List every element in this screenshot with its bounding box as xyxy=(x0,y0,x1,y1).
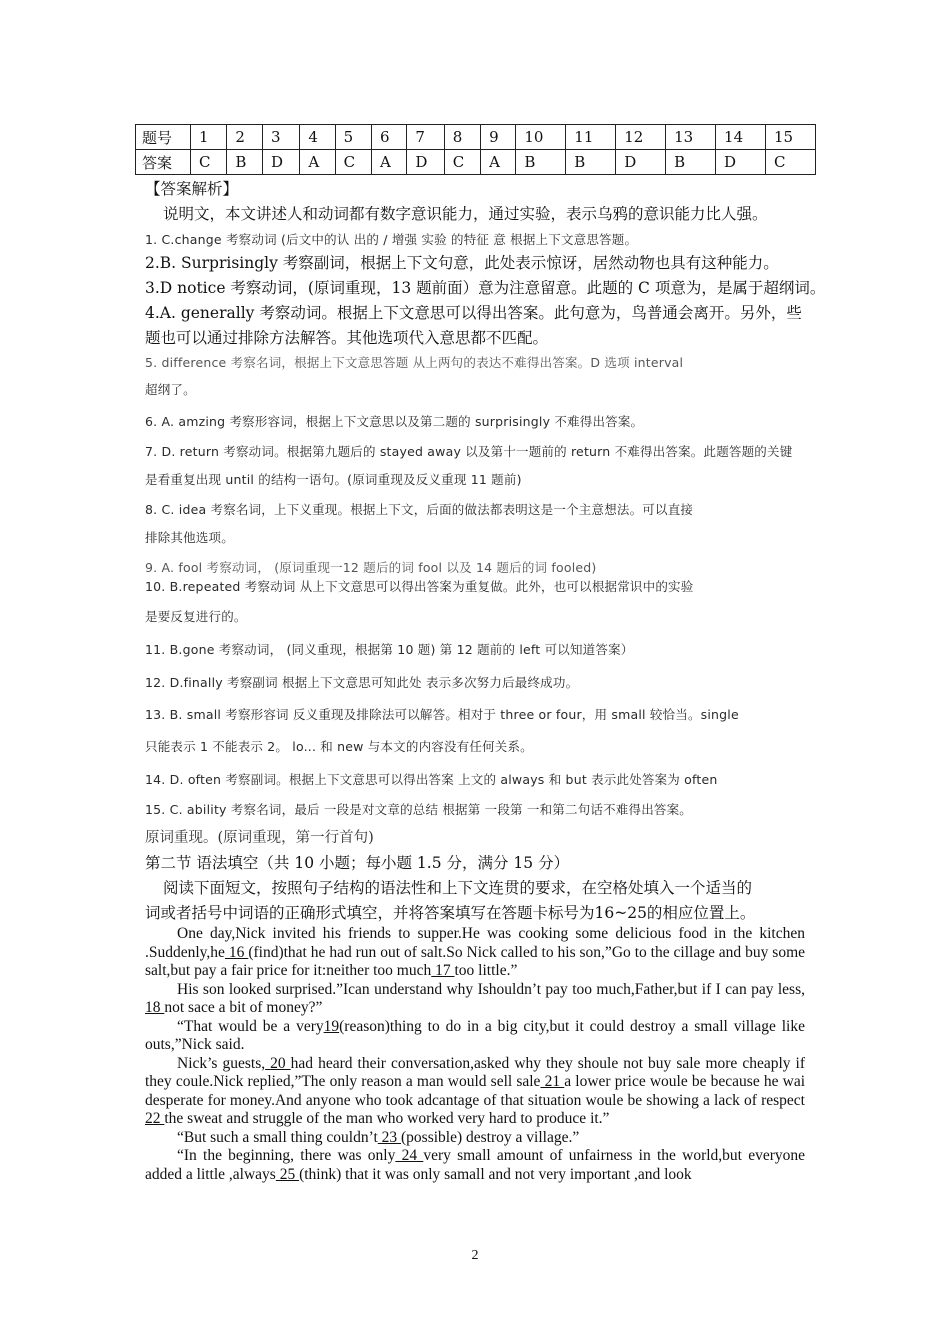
answer-table xyxy=(135,124,816,175)
blank-20: 20 xyxy=(265,1054,291,1072)
table-cell-answer: D xyxy=(407,150,444,175)
passage-text: too little.” xyxy=(454,962,518,979)
passage-text: not sace a bit of money?” xyxy=(164,999,323,1016)
table-cell-answer: B xyxy=(227,150,263,175)
table-cell-number: 9 xyxy=(481,125,516,150)
table-cell-number: 11 xyxy=(566,125,616,150)
table-cell-answer: C xyxy=(765,150,815,175)
analysis-item-7-cont: 是看重复出现 until 的结构一语句。(原词重现及反义重现 11 题前) xyxy=(145,472,522,487)
blank-21: 21 xyxy=(540,1073,565,1090)
table-cell-answer: A xyxy=(300,150,335,175)
analysis-item-3: 3.D notice 考察动词，(原词重现，13 题前面）意为注意留意。此题的 C 项意为，是属于超纲词。 xyxy=(145,279,826,297)
blank-24: 24 xyxy=(395,1147,424,1164)
analysis-item-2: 2.B. Surprisingly 考察副词，根据上下文句意，此处表示惊讶，居然动物也具有这种能力。 xyxy=(145,254,779,272)
table-cell-answer: B xyxy=(566,150,616,175)
table-cell-number: 14 xyxy=(716,125,766,150)
section-instruction-1: 阅读下面短文，按照句子结构的语法性和上下文连贯的要求，在空格处填入一个适当的 xyxy=(163,879,753,897)
analysis-item-4: 4.A. generally 考察动词。根据上下文意思可以得出答案。此句意为，鸟普通会离开。另外，些 xyxy=(145,304,802,322)
analysis-item-4-cont: 题也可以通过排除方法解答。其他选项代入意思都不匹配。 xyxy=(145,329,549,347)
passage-paragraph-2 xyxy=(145,981,805,1018)
passage-text: very small amount of unfairness in the world,but everyone added a little ,always xyxy=(145,1147,806,1183)
passage-paragraph-6 xyxy=(145,1147,805,1184)
blank-16: 16 xyxy=(224,943,249,961)
analysis-item-15: 15. C. ability 考察名词，最后 一段是对文章的总结 根据第 一段第 一和第二句话不难得出答案。 xyxy=(145,802,693,817)
analysis-item-5-cont: 超纲了。 xyxy=(145,382,196,397)
table-cell-answer: D xyxy=(716,150,766,175)
blank-25: 25 xyxy=(275,1165,300,1183)
table-cell-answer: D xyxy=(616,150,666,175)
passage xyxy=(145,925,805,1184)
analysis-item-8: 8. C. idea 考察名词，上下义重现。根据上下文，后面的做法都表明这是一个主意想法。可以直接 xyxy=(145,502,694,517)
table-cell-answer: B xyxy=(666,150,716,175)
blank-19: 19 xyxy=(323,1017,340,1035)
passage-text: “But such a small thing couldn’t xyxy=(177,1128,378,1146)
table-row-numbers xyxy=(136,125,816,150)
section-instruction-2: 词或者括号中词语的正确形式填空，并将答案填写在答题卡标号为16~25的相应位置上。 xyxy=(145,904,756,922)
table-cell-answer: C xyxy=(335,150,371,175)
table-cell-number: 10 xyxy=(516,125,566,150)
table-cell-number: 15 xyxy=(765,125,815,150)
analysis-item-10-cont: 是要反复进行的。 xyxy=(145,609,247,624)
passage-text: “In the beginning, there was only xyxy=(177,1147,396,1164)
passage-text: One day,Nick invited his friends to supper.He was cooking some delicious food in the kitchen .Suddenly,he xyxy=(145,925,805,961)
table-cell-answer: D xyxy=(263,150,300,175)
analysis-item-7: 7. D. return 考察动词。根据第九题后的 stayed away 以及第十一题前的 return 不难得出答案。此题答题的关键 xyxy=(145,444,793,459)
passage-text: “That would be a very xyxy=(177,1017,324,1035)
analysis-item-8-cont: 排除其他选项。 xyxy=(145,530,234,545)
analysis-item-5: 5. difference 考察名词，根据上下文意思答题 从上两句的表达不难得出答案。D 选项 interval xyxy=(145,355,684,370)
table-cell-number: 3 xyxy=(263,125,300,150)
passage-text: (possible) destroy a village.” xyxy=(401,1128,580,1146)
analysis-heading: 【答案解析】 xyxy=(145,180,239,198)
table-cell-answer: A xyxy=(481,150,516,175)
analysis-item-11: 11. B.gone 考察动词， (同义重现，根据第 10 题) 第 12 题前的 left 可以知道答案） xyxy=(145,642,634,657)
analysis-tail: 原词重现。(原词重现，第一行首句) xyxy=(145,830,374,846)
analysis-item-13: 13. B. small 考察形容词 反义重现及排除法可以解答。相对于 three or four，用 small 较恰当。single xyxy=(145,707,739,722)
passage-text: (reason)thing to do in a big city,but it could destroy a small village like outs,”Nick said. xyxy=(145,1017,805,1053)
table-cell-number: 6 xyxy=(372,125,407,150)
table-cell-number: 13 xyxy=(666,125,716,150)
analysis-intro: 说明文，本文讲述人和动词都有数字意识能力，通过实验，表示乌鸦的意识能力比人强。 xyxy=(163,205,768,223)
table-row-answers xyxy=(136,150,816,175)
table-header-label: 题号 xyxy=(136,125,191,150)
passage-text: had heard their conversation,asked why they shoule not buy sale more cheaply if they coule.Nick replied,”The only reason a man would sell sale xyxy=(145,1054,806,1090)
analysis-item-9: 9. A. fool 考察动词， (原词重现一12 题后的词 fool 以及 14 题后的词 fooled) xyxy=(145,560,597,575)
table-cell-number: 8 xyxy=(444,125,480,150)
table-cell-number: 7 xyxy=(407,125,444,150)
passage-paragraph-1 xyxy=(145,925,805,981)
table-cell-answer: C xyxy=(444,150,480,175)
table-cell-number: 2 xyxy=(227,125,263,150)
analysis-item-6: 6. A. amzing 考察形容词，根据上下文意思以及第二题的 surprisingly 不难得出答案。 xyxy=(145,414,644,429)
table-cell-answer: A xyxy=(372,150,407,175)
passage-text: (think) that it was only samall and not very important ,and look xyxy=(299,1165,692,1183)
passage-paragraph-5 xyxy=(145,1129,805,1148)
passage-paragraph-4 xyxy=(145,1055,805,1129)
table-cell-answer: C xyxy=(191,150,227,175)
table-cell-number: 12 xyxy=(616,125,666,150)
table-cell-number: 4 xyxy=(300,125,335,150)
blank-22: 22 xyxy=(145,1110,165,1127)
analysis-item-14: 14. D. often 考察副词。根据上下文意思可以得出答案 上文的 always 和 but 表示此处答案为 often xyxy=(145,772,718,787)
blank-23: 23 xyxy=(377,1128,402,1146)
passage-text: Nick’s guests, xyxy=(177,1054,266,1072)
page-number: 2 xyxy=(471,1248,479,1263)
analysis-item-10: 10. B.repeated 考察动词 从上下文意思可以得出答案为重复做。此外，也可以根据常识中的实验 xyxy=(145,579,694,594)
table-answer-label: 答案 xyxy=(136,150,191,175)
passage-text: a lower price woule be because he wai desperate for money.And anyone who took adcantage of that situation woule be showing a lack of respect xyxy=(145,1073,806,1109)
blank-17: 17 xyxy=(431,962,455,979)
passage-text: the sweat and struggle of the man who worked very hard to produce it.” xyxy=(164,1110,610,1127)
passage-paragraph-3 xyxy=(145,1018,805,1055)
analysis-item-13-cont: 只能表示 1 不能表示 2。 lo... 和 new 与本文的内容没有任何关系。 xyxy=(145,739,533,754)
analysis-item-1: 1. C.change 考察动词 (后文中的认 出的 / 增强 实验 的特征 意 根据上下文意思答题。 xyxy=(145,232,638,247)
passage-text: His son looked surprised.”Ican understand why Ishouldn’t pay too much,Father,but if I can pay less, xyxy=(177,980,805,998)
table-cell-number: 5 xyxy=(335,125,371,150)
section-title: 第二节 语法填空（共 10 小题；每小题 1.5 分，满分 15 分） xyxy=(145,854,570,872)
blank-18: 18 xyxy=(145,999,165,1016)
table-cell-answer: B xyxy=(516,150,566,175)
passage-text: (find)that he had run out of salt.So Nick called to his son,”Go to the cillage and buy some salt,but pay a fair price for it:neither too much xyxy=(145,943,805,979)
analysis-item-12: 12. D.finally 考察副词 根据上下文意思可知此处 表示多次努力后最终成功。 xyxy=(145,675,579,690)
table-cell-number: 1 xyxy=(191,125,227,150)
